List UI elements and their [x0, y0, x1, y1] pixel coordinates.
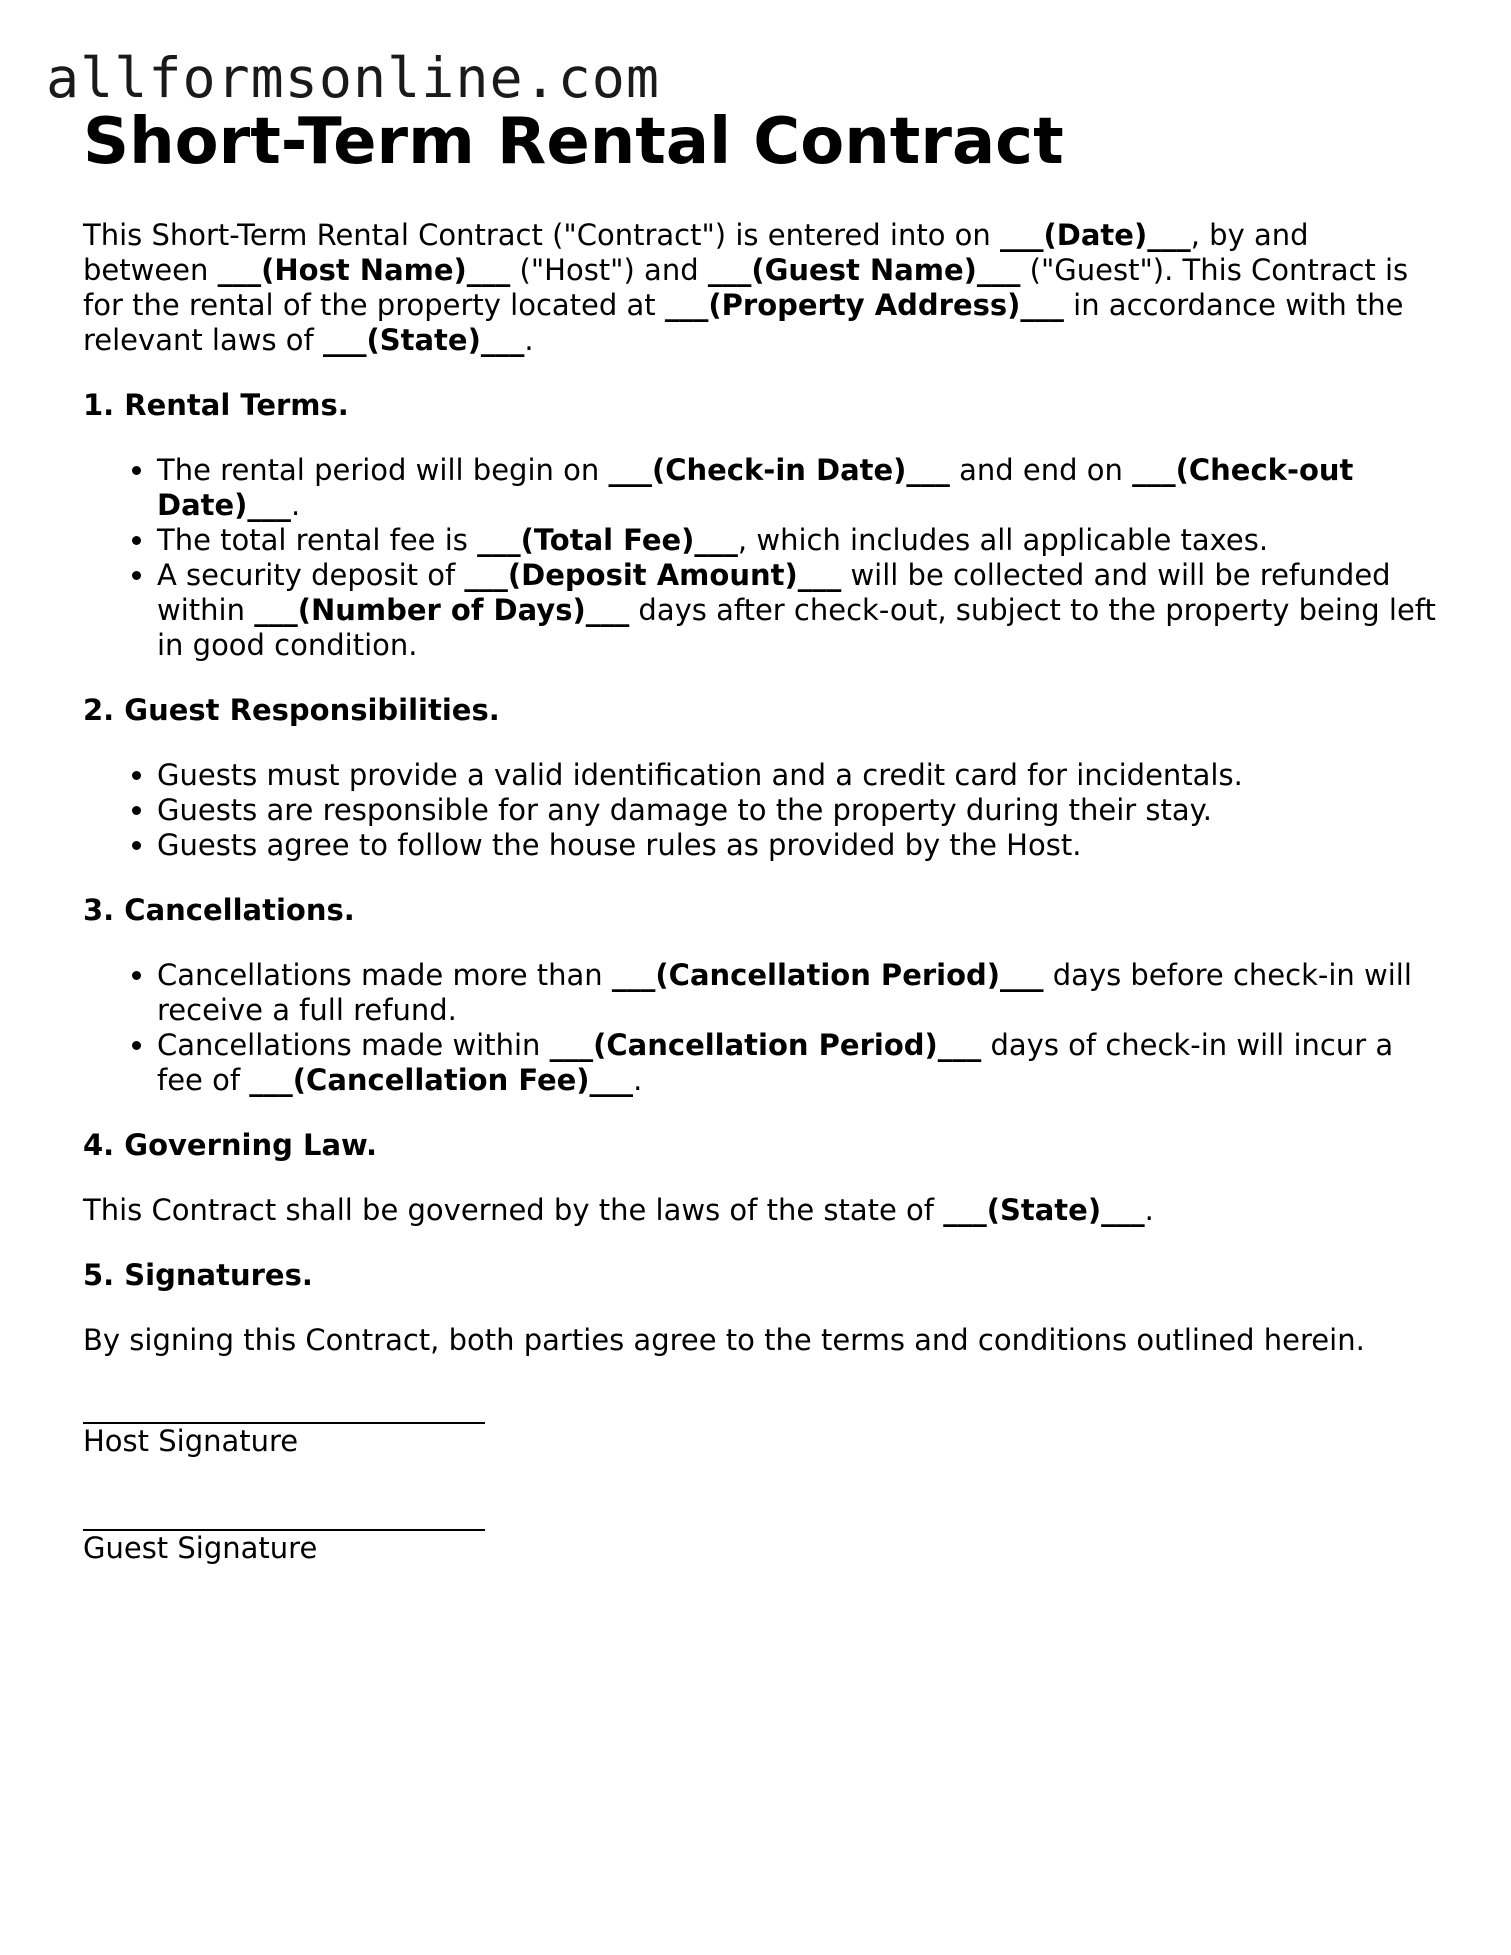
list-item: [157, 558, 1443, 663]
text: Cancellations made within: [157, 1028, 550, 1062]
signatures-paragraph: By signing this Contract, both parties agree to the terms and conditions outlined herein.: [83, 1323, 1365, 1357]
cancellation-fee-blank: ___(Cancellation Fee)___: [249, 1063, 634, 1097]
host-name-blank: ___(Host Name)___: [217, 253, 511, 287]
guest-name-blank: ___(Guest Name)___: [707, 253, 1021, 287]
intro-text-1: This Short-Term Rental Contract ("Contract") is entered into on: [83, 218, 1001, 252]
host-signature-label: Host Signature: [83, 1424, 299, 1458]
section-heading-cancellations: 3. Cancellations.: [83, 893, 355, 927]
guest-signature-block: [83, 1501, 1443, 1566]
list-item: • Guests must provide a valid identification and a credit card for incidentals.: [157, 758, 1443, 793]
guest-signature-line[interactable]: [83, 1501, 485, 1531]
text: The rental period will begin on: [157, 453, 609, 487]
text: days after check-out, subject to the property being left in good condition.: [157, 593, 1436, 662]
text: days before check-in will receive a full refund.: [157, 958, 1412, 1027]
document-title: Short-Term Rental Contract: [83, 105, 1064, 179]
section-heading-guest-responsibilities: 2. Guest Responsibilities.: [83, 693, 500, 727]
text: A security deposit of: [157, 558, 465, 592]
cancellation-period-blank: ___(Cancellation Period)___: [611, 958, 1044, 992]
list-item: • Guests are responsible for any damage to the property during their stay.: [157, 793, 1443, 828]
text: and end on: [949, 453, 1133, 487]
number-of-days-blank: ___(Number of Days)___: [254, 593, 630, 627]
section-heading-rental-terms: 1. Rental Terms.: [83, 388, 349, 422]
intro-text-5: in accordance with the relevant laws of: [83, 288, 1404, 357]
property-address-blank: ___(Property Address)___: [664, 288, 1064, 322]
state-blank: ___(State)___: [943, 1193, 1145, 1227]
text: .: [633, 1063, 643, 1097]
section-heading-governing-law: 4. Governing Law.: [83, 1128, 377, 1162]
governing-law-paragraph: [83, 1193, 1443, 1228]
intro-text-2: , by and between: [83, 218, 1309, 287]
text: days of check-in will incur a fee of: [157, 1028, 1394, 1097]
cancellations-list: [83, 958, 1443, 1098]
text: This Contract shall be governed by the laws of the state of: [83, 1193, 944, 1227]
deposit-amount-blank: ___(Deposit Amount)___: [464, 558, 842, 592]
text: The total rental fee is: [157, 523, 478, 557]
host-signature-block: [83, 1394, 1443, 1459]
host-signature-line[interactable]: [83, 1394, 485, 1424]
total-fee-blank: ___(Total Fee)___: [477, 523, 738, 557]
watermark: allformsonline.com: [46, 46, 661, 110]
cancellation-period-blank: ___(Cancellation Period)___: [549, 1028, 982, 1062]
document: [83, 102, 1443, 1566]
check-in-date-blank: ___(Check-in Date)___: [608, 453, 950, 487]
intro-text-3: ("Host") and: [510, 253, 708, 287]
intro-paragraph: [83, 218, 1443, 358]
guest-signature-label: Guest Signature: [83, 1531, 318, 1565]
list-item: [157, 523, 1443, 558]
list-item: [157, 453, 1443, 523]
check-out-date-blank: ___(Check-out Date)___: [157, 453, 1354, 522]
intro-text-4: ("Guest"). This Contract is for the rental of the property located at: [83, 253, 1409, 322]
date-blank: ___(Date)___: [1000, 218, 1191, 252]
intro-text-6: .: [524, 323, 534, 357]
state-blank: ___(State)___: [322, 323, 525, 357]
list-item: [157, 1028, 1443, 1098]
section-heading-signatures: 5. Signatures.: [83, 1258, 313, 1292]
text: , which includes all applicable taxes.: [737, 523, 1269, 557]
guest-responsibilities-list: [83, 758, 1443, 863]
text: Cancellations made more than: [157, 958, 612, 992]
text: .: [290, 488, 301, 522]
list-item: [157, 958, 1443, 1028]
text: will be collected and will be refunded within: [157, 558, 1391, 627]
list-item: • Guests agree to follow the house rules as provided by the Host.: [157, 828, 1443, 863]
text: .: [1144, 1193, 1154, 1227]
rental-terms-list: [83, 453, 1443, 663]
